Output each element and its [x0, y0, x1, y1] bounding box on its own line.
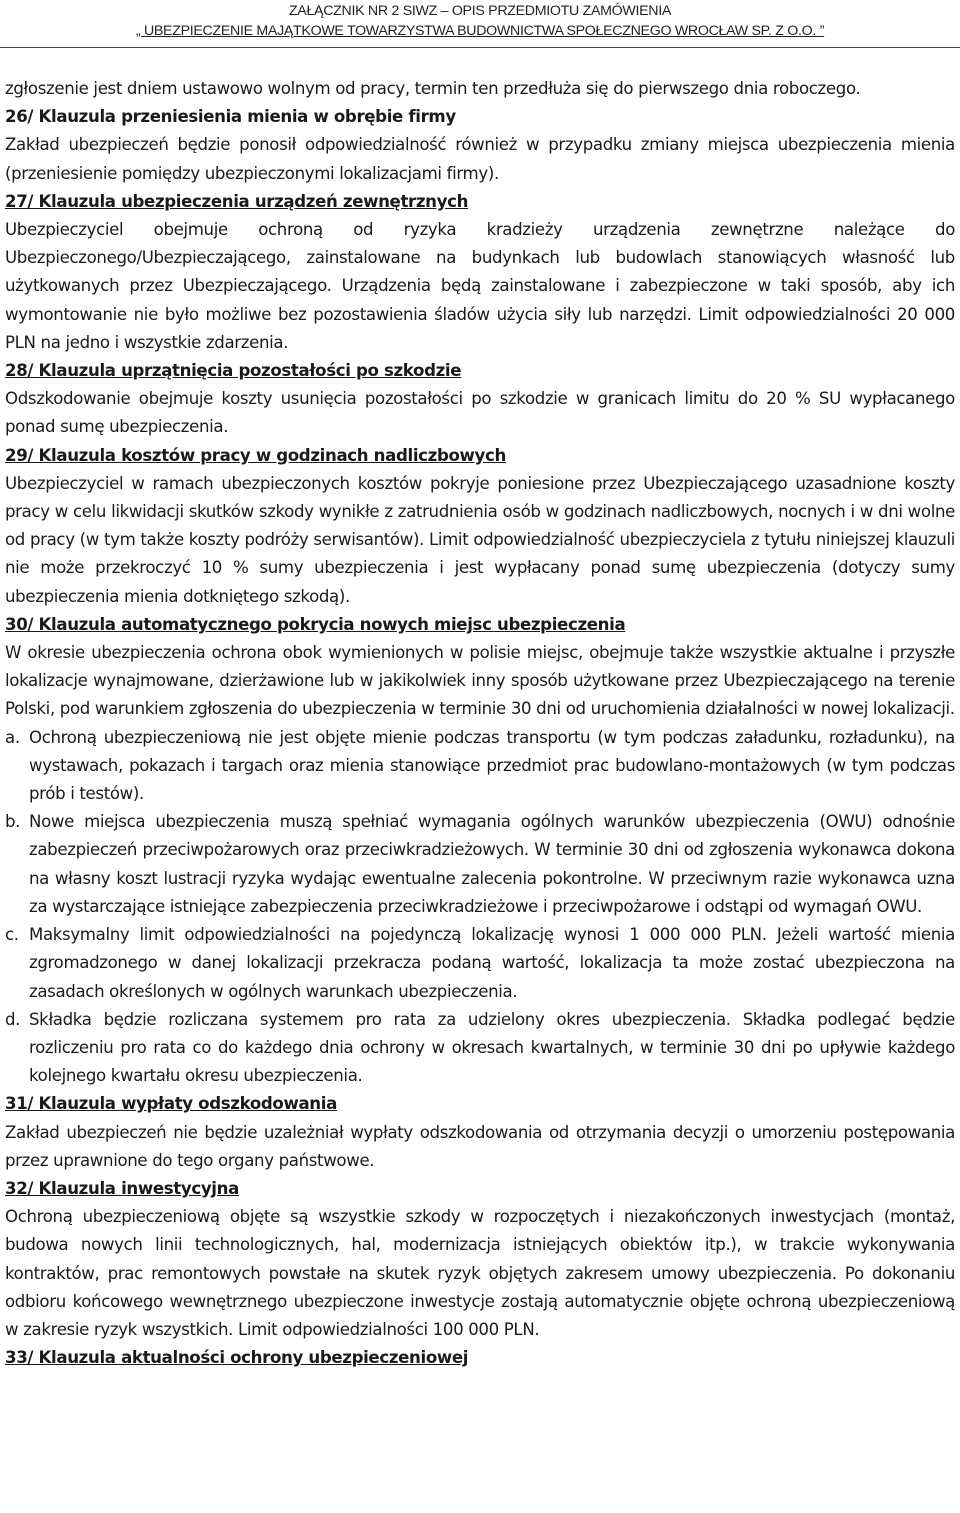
header-subtitle: „ UBEZPIECZENIE MAJĄTKOWE TOWARZYSTWA BUDOWNICTWA SPOŁECZNEGO WROCŁAW SP. Z O.O. ” [135, 23, 825, 39]
item-label: c. [5, 925, 19, 945]
clause-33-heading: 33/ Klauzula aktualności ochrony ubezpieczeniowej [5, 1348, 469, 1368]
clause-27-text: Ubezpieczyciel obejmuje ochroną od ryzyka kradzieży urządzenia zewnętrzne należące do Ubezpieczonego/Ubezpieczającego, zainstalowane na budynkach lub budowlach stanowiących własność lub użytkowanych przez Ubezpieczającego. Urządzenia będą zainstalowane i zabezpieczone w taki sposób, aby ich wymontowanie nie było możliwe bez pozostawienia śladów użycia siły lub narzędzi. Limit odpowiedzialności 20 000 PLN na jedno i wszystkie zdarzenia. [5, 220, 955, 352]
clause-30-item-b [5, 808, 955, 921]
clause-32-heading: 32/ Klauzula inwestycyjna [5, 1178, 239, 1198]
clause-29-heading: 29/ Klauzula kosztów pracy w godzinach nadliczbowych [5, 445, 506, 465]
item-text: Nowe miejsca ubezpieczenia muszą spełniać wymagania ogólnych warunków ubezpieczenia (OWU) odnośnie zabezpieczeń przeciwpożarowych oraz przeciwkradzieżowych. W terminie 30 dni od zgłoszenia wykonawca dokona na własny koszt lustracji ryzyka wydając ewentualne zalecenia pokontrolne. W przeciwnym razie wykonawca uzna za wystarczające istniejące zabezpieczenia przeciwkradzieżowe i przeciwpożarowe i odstąpi od wymagań OWU. [29, 812, 955, 916]
clause-30-item-d [5, 1006, 955, 1091]
clause-27-heading: 27/ Klauzula ubezpieczenia urządzeń zewnętrznych [5, 191, 469, 211]
clause-29-text: Ubezpieczyciel w ramach ubezpieczonych kosztów pokryje poniesione przez Ubezpieczającego uzasadnione koszty pracy w celu likwidacji skutków szkody wynikłe z zatrudnienia osób w godzinach nadliczbowych, nocnych i w dni wolne od pracy (w tym także koszty podróży serwisantów). Limit odpowiedzialność ubezpieczyciela z tytułu niniejszej klauzuli nie może przekroczyć 10 % sumy ubezpieczenia i jest wypłacany ponad sumę ubezpieczenia (dotyczy sumy ubezpieczenia mienia dotkniętego szkodą). [5, 473, 955, 606]
clause-28-heading: 28/ Klauzula uprzątnięcia pozostałości po szkodzie [5, 361, 462, 381]
clause-32-text: Ochroną ubezpieczeniową objęte są wszystkie szkody w rozpoczętych i niezakończonych inwestycjach (montaż, budowa nowych linii technologicznych, hal, modernizacja istniejących obiektów itp.), w trakcie wykonywania kontraktów, prac remontowych powstałe na skutek ryzyk objętych zakresem umowy ubezpieczenia. Po dokonaniu odbioru końcowego wewnętrznego ubezpieczone inwestycje zostają automatycznie objęte ochroną ubezpieczeniową w zakresie ryzyk wszystkich. Limit odpowiedzialności 100 000 PLN. [5, 1207, 955, 1339]
clause-30-text: W okresie ubezpieczenia ochrona obok wymienionych w polisie miejsc, obejmuje także wszystkie aktualne i przyszłe lokalizacje wynajmowane, dzierżawione lub w jakikolwiek inny sposób użytkowane przez Ubezpieczającego na terenie Polski, pod warunkiem zgłoszenia do ubezpieczenia w terminie 30 dni od uruchomienia działalności w nowej lokalizacji. [5, 643, 955, 719]
clause-31-heading: 31/ Klauzula wypłaty odszkodowania [5, 1094, 337, 1114]
clause-26-heading: 26/ Klauzula przeniesienia mienia w obrębie firmy [5, 107, 456, 127]
clause-30-item-c [5, 921, 955, 1006]
clause-31-text: Zakład ubezpieczeń nie będzie uzależniał wypłaty odszkodowania od otrzymania decyzji o umorzeniu postępowania przez uprawnione do tego organy państwowe. [5, 1122, 955, 1170]
clause-30-heading: 30/ Klauzula automatycznego pokrycia nowych miejsc ubezpieczenia [5, 614, 626, 634]
item-label: b. [5, 812, 21, 832]
document-body [5, 75, 955, 1372]
item-text: Maksymalny limit odpowiedzialności na pojedynczą lokalizację wynosi 1 000 000 PLN. Jeżeli wartość mienia zgromadzonego w danej lokalizacji przekracza podaną wartość, lokalizacja ta może zostać ubezpieczona na zasadach określonych w ogólnych warunkach ubezpieczenia. [29, 925, 955, 1001]
header-title: ZAŁĄCZNIK NR 2 SIWZ – OPIS PRZEDMIOTU ZAMÓWIENIA [288, 3, 672, 19]
clause-28-text: Odszkodowanie obejmuje koszty usunięcia pozostałości po szkodzie w granicach limitu do 20 % SU wypłacanego ponad sumę ubezpieczenia. [5, 389, 955, 437]
clause-26-text: Zakład ubezpieczeń będzie ponosił odpowiedzialność również w przypadku zmiany miejsca ubezpieczenia mienia (przeniesienie pomiędzy ubezpieczonymi lokalizacjami firmy). [5, 135, 955, 183]
header-divider [0, 47, 960, 48]
item-label: a. [5, 727, 20, 747]
item-text: Ochroną ubezpieczeniową nie jest objęte mienie podczas transportu (w tym podczas załadunku, rozładunku), na wystawach, pokazach i targach oraz mienia stanowiące przedmiot prac budowlano-montażowych (w tym podczas prób i testów). [29, 727, 955, 804]
item-text: Składka będzie rozliczana systemem pro rata za udzielony okres ubezpieczenia. Składka podlegać będzie rozliczeniu pro rata co do każdego dnia ochrony w okresach kwartalnych, w terminie 30 dni po upływie każdego kolejnego kwartału okresu ubezpieczenia. [29, 1009, 955, 1086]
intro-paragraph: zgłoszenie jest dniem ustawowo wolnym od pracy, termin ten przedłuża się do pierwszego dnia roboczego. [5, 79, 861, 98]
item-label: d. [5, 1009, 21, 1029]
clause-30-item-a [5, 724, 955, 809]
